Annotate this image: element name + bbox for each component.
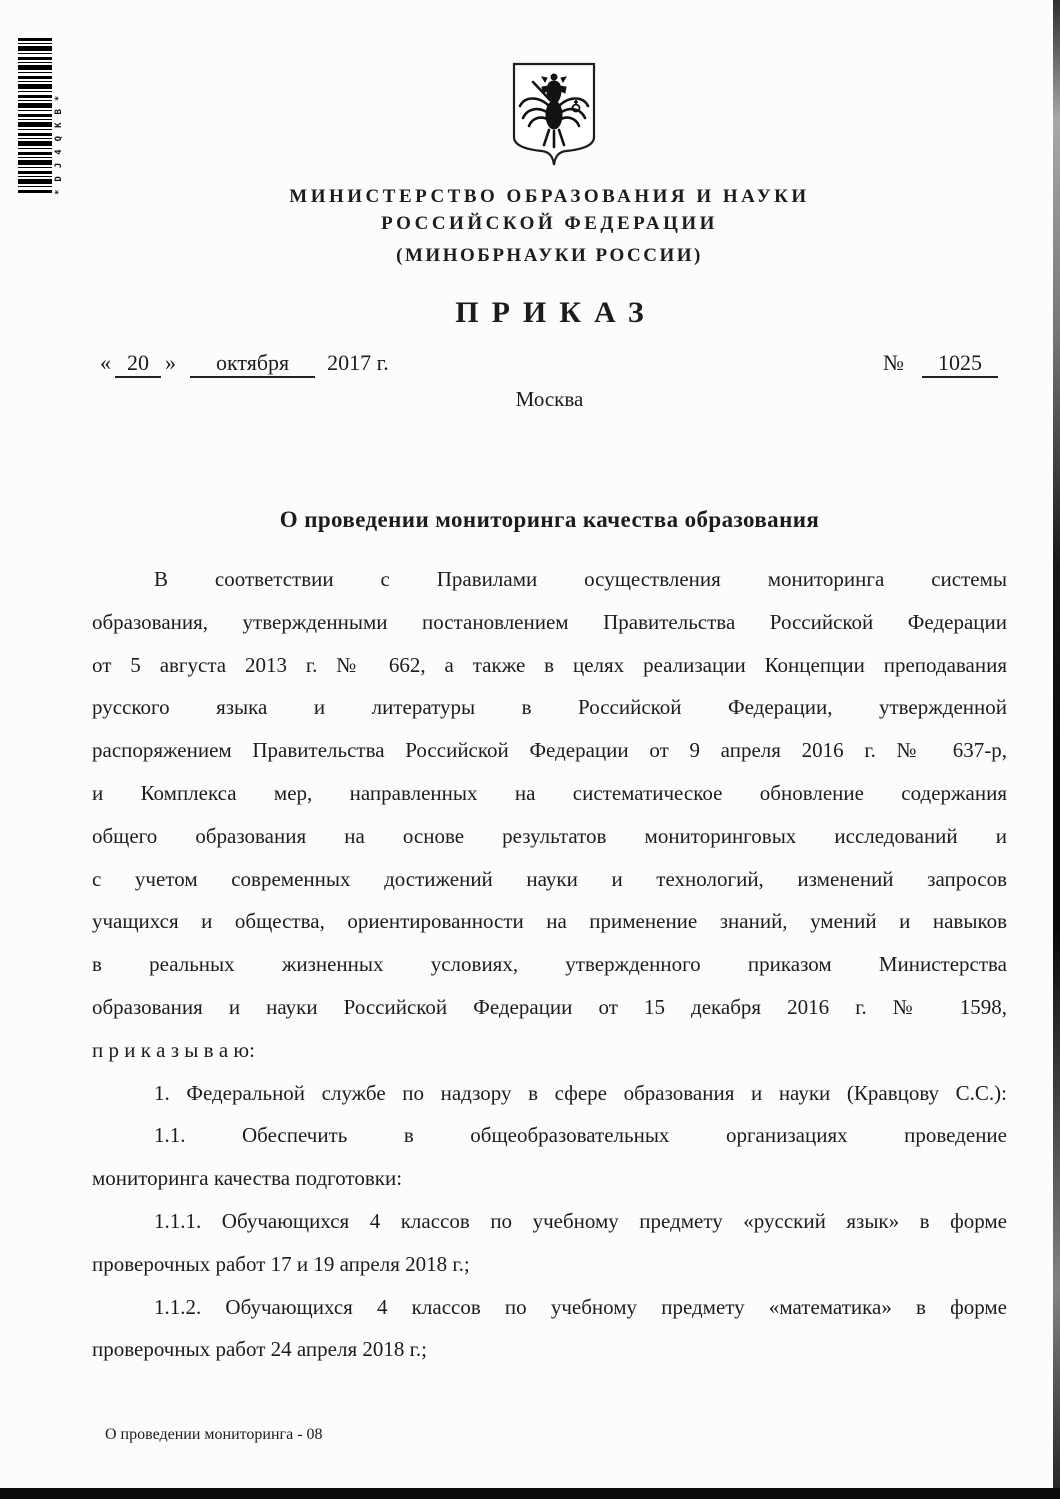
date-day: 20 [115, 350, 161, 378]
body-line: русского языка и литературы в Российской Федерации, утвержденной [92, 695, 1007, 720]
barcode-label: *DJ4QKB* [54, 87, 64, 195]
body-line: учащихся и общества, ориентированности на применение знаний, умений и навыков [92, 909, 1007, 934]
ministry-name-line1: МИНИСТЕРСТВО ОБРАЗОВАНИЯ И НАУКИ [289, 186, 810, 207]
body-line: В соответствии с Правилами осуществления мониторинга системы [154, 567, 1007, 591]
document-subject: О проведении мониторинга качества образования [279, 507, 820, 532]
body-line: образования и науки Российской Федерации от 15 декабря 2016 г. № 1598, [92, 994, 1007, 1019]
body-line: с учетом современных достижений науки и технологий, изменений запросов [92, 866, 1007, 891]
date-close-quote: » [165, 350, 176, 375]
body-line: мониторинга качества подготовки: [92, 1166, 403, 1191]
body-line: образования, утвержденными постановлением Правительства Российской Федерации [92, 609, 1007, 634]
body-line: 1.1.1. Обучающихся 4 классов по учебному предмету «русский язык» в форме [154, 1208, 1007, 1233]
body-line: 1. Федеральной службе по надзору в сфере образования и науки (Кравцову С.С.): [154, 1080, 1007, 1105]
body-line: 1.1. Обеспечить в общеобразовательных организациях проведение [154, 1123, 1007, 1148]
body-line: проверочных работ 17 и 19 апреля 2018 г.; [92, 1251, 470, 1276]
document-type-title: ПРИКАЗ [455, 296, 657, 329]
footer-reference: О проведении мониторинга - 08 [105, 1426, 323, 1443]
document-body [92, 558, 1007, 1371]
body-line: распоряжением Правительства Российской Федерации от 9 апреля 2016 г. № 637-р, [92, 738, 1007, 763]
body-line: и Комплекса мер, направленных на систематическое обновление содержания [92, 780, 1007, 805]
date-year: 2017 г. [327, 350, 389, 375]
date-number-row [100, 350, 998, 378]
order-number-group [883, 350, 998, 378]
body-line: общего образования на основе результатов мониторинговых исследований и [92, 823, 1007, 848]
body-line: от 5 августа 2013 г. № 662, а также в целях реализации Концепции преподавания [92, 652, 1007, 677]
scan-artifact-bottom-bar [0, 1488, 1060, 1499]
body-line-decree-word: п р и к а з ы в а ю: [92, 1037, 255, 1062]
scan-artifact-right-edge [1053, 0, 1060, 1499]
barcode-icon [18, 38, 52, 195]
city-label: Москва [515, 387, 584, 411]
ministry-short-name: (МИНОБРНАУКИ РОССИИ) [396, 245, 703, 266]
barcode [18, 38, 64, 195]
coat-of-arms-russia-icon [508, 60, 600, 170]
number-sign: № [883, 350, 904, 375]
body-line: в реальных жизненных условиях, утвержденного приказом Министерства [92, 952, 1007, 977]
body-line: проверочных работ 24 апреля 2018 г.; [92, 1337, 427, 1362]
ministry-name-line2: РОССИЙСКОЙ ФЕДЕРАЦИИ [381, 213, 718, 234]
date-open-quote: « [100, 350, 111, 375]
body-line: 1.1.2. Обучающихся 4 классов по учебному предмету «математика» в форме [154, 1294, 1007, 1319]
order-number: 1025 [922, 350, 998, 378]
ministry-name [92, 183, 1007, 237]
date-month: октября [190, 350, 315, 378]
